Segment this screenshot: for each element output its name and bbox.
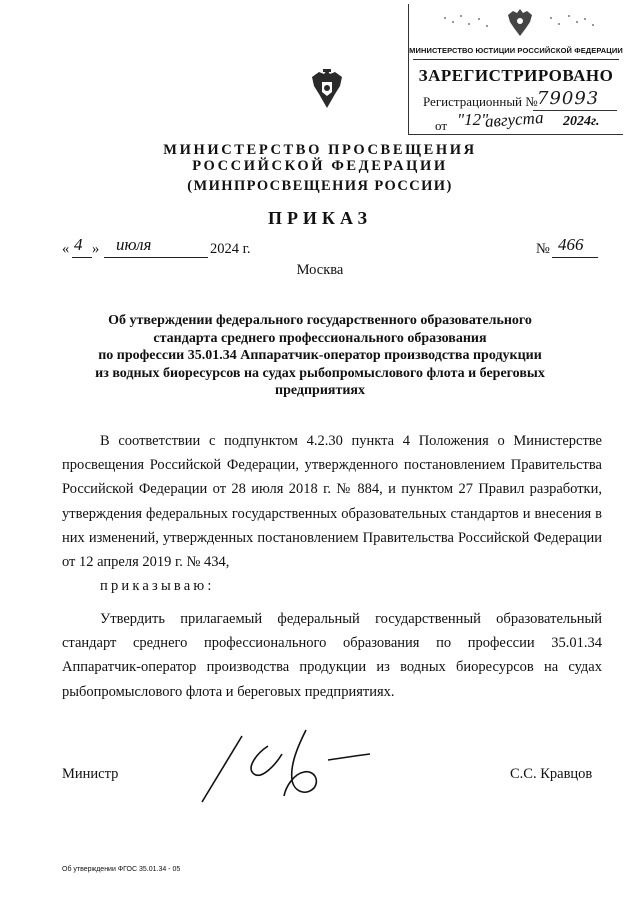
ministry-name-line1: МИНИСТЕРСТВО ПРОСВЕЩЕНИЯ [163, 142, 477, 158]
stamp-date-label: от [435, 118, 448, 133]
body-paragraph-1 [62, 429, 602, 598]
order-number-underline [552, 257, 598, 258]
stamp-date-day: "12" [457, 110, 489, 129]
footer-reference: Об утверждении ФГОС 35.01.34 - 05 [62, 866, 181, 873]
date-month-underline [104, 257, 208, 258]
stamp-date-underline [455, 134, 617, 135]
order-date-month: июля [116, 235, 152, 254]
subject-line: Об утверждении федерального государственного образовательного [108, 313, 532, 328]
stamp-registration-number: 79093 [537, 88, 600, 109]
body-paragraph-2: Утвердить прилагаемый федеральный государственный образовательный стандарт среднего профессионального образования по профессии 35.01.34 Аппаратчик-оператор производства продукции из водных биоресурсов на судах рыбопромыслового флота и береговых предприятиях. [62, 611, 602, 700]
signatory-name: С.С. Кравцов [510, 766, 593, 782]
subject-line: предприятиях [275, 383, 365, 398]
stamp-divider [413, 59, 619, 60]
order-date-year: 2024 г. [210, 241, 251, 257]
stamp-date-month: августа [484, 107, 545, 132]
stamp-coat-of-arms-icon [505, 6, 535, 40]
ministry-short-name: (МИНПРОСВЕЩЕНИЯ РОССИИ) [187, 178, 453, 194]
city: Москва [296, 262, 344, 278]
stamp-registered-label: ЗАРЕГИСТРИРОВАНО [418, 66, 614, 85]
subject-line: по профессии 35.01.34 Аппаратчик-оператор производства продукции [98, 348, 542, 363]
order-number: 466 [558, 235, 584, 254]
date-open-quote: « [62, 241, 70, 257]
ministry-name-line2: РОССИЙСКОЙ ФЕДЕРАЦИИ [192, 158, 448, 174]
stamp-date-year: 2024г. [563, 114, 600, 129]
coat-of-arms-icon [308, 68, 346, 112]
stamp-number-underline [533, 110, 617, 111]
date-close-quote: » [92, 241, 100, 257]
registration-stamp [408, 4, 623, 135]
stamp-ministry-name: МИНИСТЕРСТВО ЮСТИЦИИ РОССИЙСКОЙ ФЕДЕРАЦИИ [409, 46, 623, 55]
paragraph-text: В соответствии с подпунктом 4.2.30 пункта 4 Положения о Министерстве просвещения Российской Федерации, утвержденного постановлением Правительства Российской Федерации от 28 июля 2018 г. № 884, и пунктом 27 Правил разработки, утверждения федеральных государственных образовательных стандартов и внесения в них изменений, утвержденных постановлением Правительства Российской Федерации от 12 апреля 2019 г. № 434, [62, 433, 602, 571]
stamp-registration-label: Регистрационный № [423, 94, 538, 109]
order-subject [64, 312, 576, 400]
order-date-day: 4 [74, 235, 83, 254]
order-title: ПРИКАЗ [267, 208, 373, 228]
order-number-label: № [536, 241, 550, 257]
order-word: приказываю: [100, 578, 215, 595]
subject-line: из водных биоресурсов на судах рыбопромыслового флота и береговых [95, 365, 545, 381]
date-day-underline [72, 257, 92, 258]
signatory-position: Министр [62, 766, 119, 782]
handwritten-signature-icon [196, 724, 386, 814]
subject-line: стандарта среднего профессионального образования [153, 330, 487, 346]
